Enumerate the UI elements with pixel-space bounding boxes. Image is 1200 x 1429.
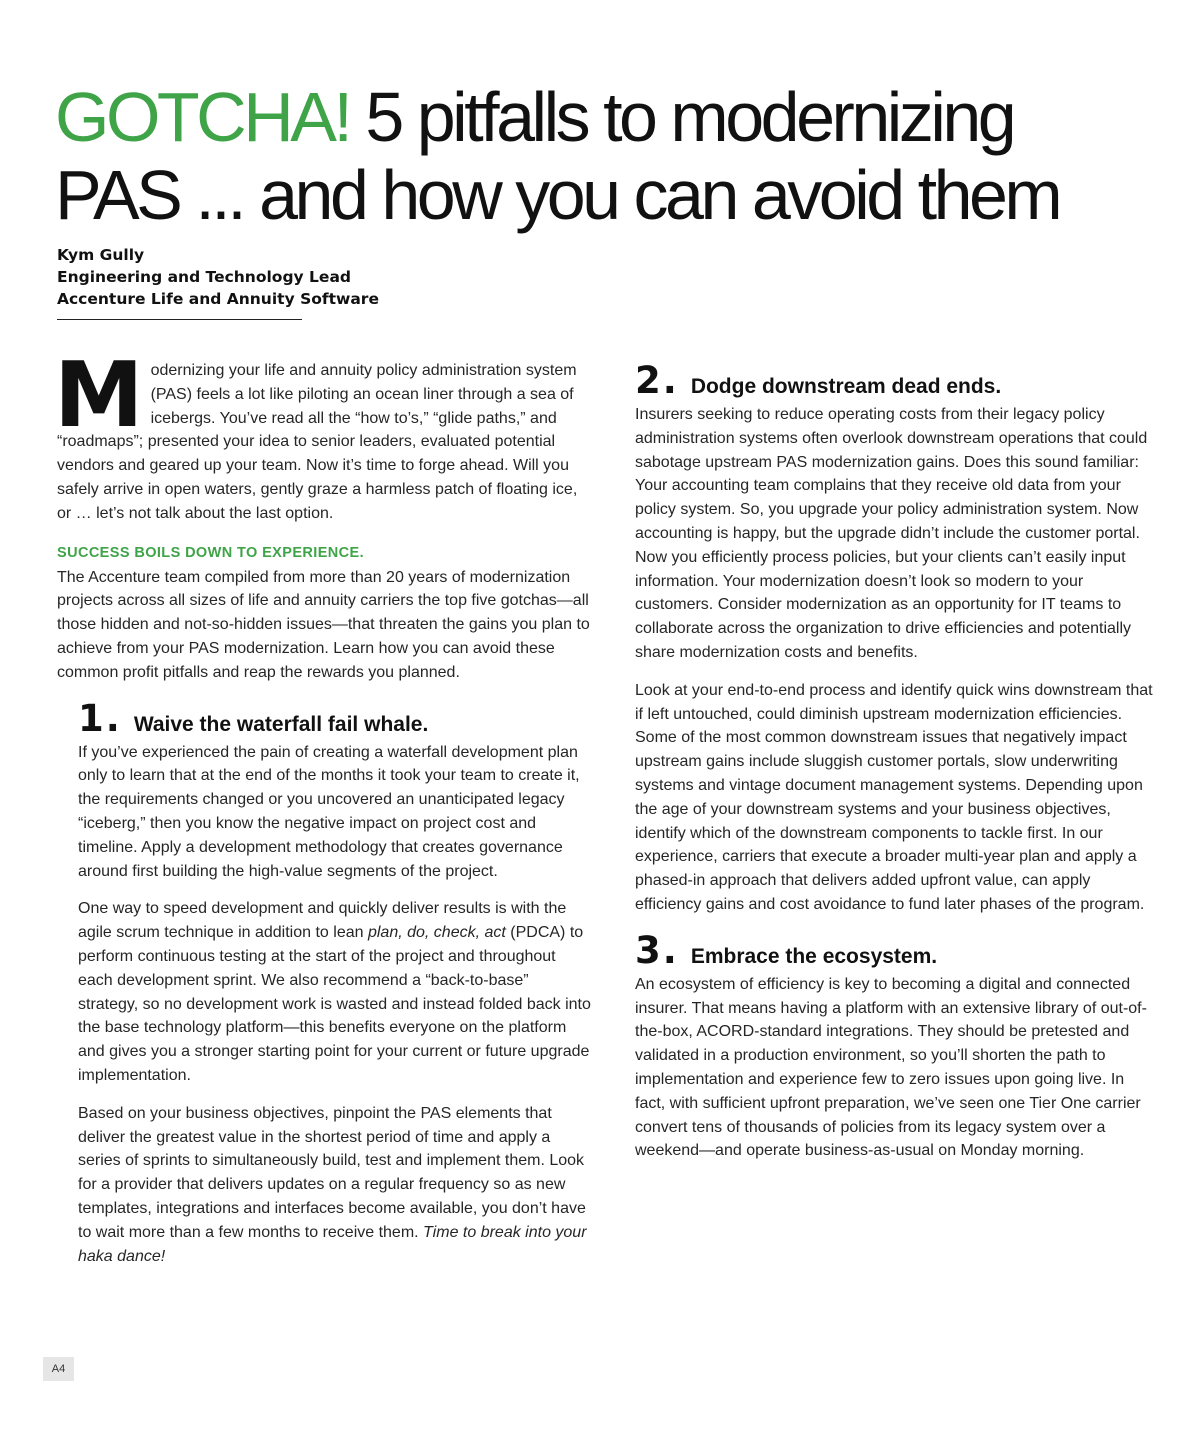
section-1-p2-text-b: (PDCA) to perform continuous testing at the start of the project and throughout each development sprint. We also recommend a “back-to-base” strategy, so no development work is wasted and instead folded back into the base technology platform—this benefits everyone on the platform and gives you a stronger starting point for your current or future upgrade implementation. [78,924,591,1084]
title-accent: GOTCHA! [55,78,350,156]
section-2-title: Dodge downstream dead ends. [690,375,1002,398]
title-line-2: PAS ... and how you can avoid them [55,156,1060,234]
section-1-p3-text: Based on your business objectives, pinpoint the PAS elements that deliver the greatest value in the shortest period of time and apply a series of sprints to simultaneously build, test and implement them. Look for a provider that delivers updates on a regular frequency so as new templates, integrations and interfaces become available, you don’t have to wait more than a few months to receive them. [78,1104,586,1241]
section-2-number: 2 [635,359,661,402]
section-1-p3-emphasis: Time to break into your haka dance! [78,1223,587,1265]
author-role: Engineering and Technology Lead [57,268,351,286]
section-3 [635,928,1155,1163]
byline [57,244,379,310]
drop-cap: M [54,343,143,448]
section-1-paragraph-1: If you’ve experienced the pain of creating a waterfall development plan only to learn that at the end of the months it took your team to create it, the requirements changed or you uncovered an unanticipated legacy “iceberg,” then you know the negative impact on project cost and timeline. Apply a development methodology that creates governance around first building the high-value segments of the project. [78,743,580,880]
author-name: Kym Gully [57,246,145,264]
section-3-paragraph-1: An ecosystem of efficiency is key to becoming a digital and connected insurer. That means having a platform with an extensive library of out-of-the-box, ACORD-standard integrations. They should be pretested and validated in a production environment, so you’ll shorten the path to implementation and experience few to zero issues upon going live. In fact, with sufficient upfront preparation, we’ve seen one Tier One carrier convert tens of thousands of policies from its legacy system over a weekend—and operate business-as-usual on Monday morning. [635,975,1147,1160]
byline-divider [57,319,302,320]
success-paragraph: The Accenture team compiled from more than 20 years of modernization projects across all sizes of life and annuity carriers the top five gotchas—all those hidden and not-so-hidden issues—that threaten the gains you plan to achieve from your PAS modernization. Learn how you can avoid these common profit pitfalls and reap the rewards you planned. [57,568,590,681]
section-1-number: 1 [78,696,104,740]
section-2-heading [635,361,1155,401]
section-1 [57,696,592,1269]
success-heading: SUCCESS BOILS DOWN TO EXPERIENCE. [57,544,365,561]
section-1-paragraph-3 [78,1102,592,1269]
article-title [55,78,1155,234]
section-3-dot: . [662,928,677,972]
left-column [54,343,592,1282]
section-1-title: Waive the waterfall fail whale. [133,712,429,736]
section-1-heading [78,696,592,740]
page-number: A4 [43,1357,74,1381]
section-1-paragraph-2 [78,897,592,1087]
intro-paragraph [54,343,592,526]
intro-text: odernizing your life and annuity policy administration system (PAS) feels a lot like piloting an ocean liner through a sea of icebergs. You’ve read all the “how to’s,” “glide paths,” and “roadmaps”; presented your idea to senior leaders, evaluated potential vendors and geared up your team. Now it’s time to forge ahead. Will you safely arrive in open waters, gently graze a harmless patch of floating ice, or … let’s not talk about the last option. [57,362,578,522]
title-line-1: 5 pitfalls to modernizing [349,78,1014,156]
section-2 [635,361,1155,917]
right-column [635,359,1155,1177]
section-3-number: 3 [635,928,661,972]
section-2-paragraph-1: Insurers seeking to reduce operating costs from their legacy policy administration systems often overlook downstream operations that could sabotage upstream PAS modernization gains. Does this sound familiar: Your accounting team complains that they receive old data from your policy system. So, you upgrade your policy administration system. Now accounting is happy, but the upgrade didn’t include the customer portal. Now you efficiently process policies, but your clients can’t easily input information. Your modernization doesn’t look so modern to your customers. Consider modernization as an opportunity for IT teams to collaborate across the organization to drive efficiencies and potentially share modernization costs and benefits. [635,406,1148,661]
section-1-p2-emphasis: plan, do, check, act [367,924,506,942]
section-1-dot: . [105,696,120,740]
section-3-heading [635,928,1155,972]
section-3-title: Embrace the ecosystem. [690,944,938,968]
author-org: Accenture Life and Annuity Software [57,290,379,308]
section-1-p2-text-a: One way to speed development and quickly deliver results is with the agile scrum technique in addition to lean [78,900,567,942]
section-2-paragraph-2: Look at your end-to-end process and identify quick wins downstream that if left untouched, could diminish upstream modernization efficiencies. Some of the most common downstream issues that negatively impact upstream gains include sluggish customer portals, slow underwriting systems and vintage document management systems. Depending upon the age of your downstream systems and your business objectives, identify which of the downstream components to tackle first. In our experience, carriers that execute a broader multi-year plan and apply a phased-in approach that delivers added upfront value, can apply efficiency gains and cost avoidance to fund later phases of the program. [635,681,1153,913]
section-2-dot: . [662,359,677,402]
